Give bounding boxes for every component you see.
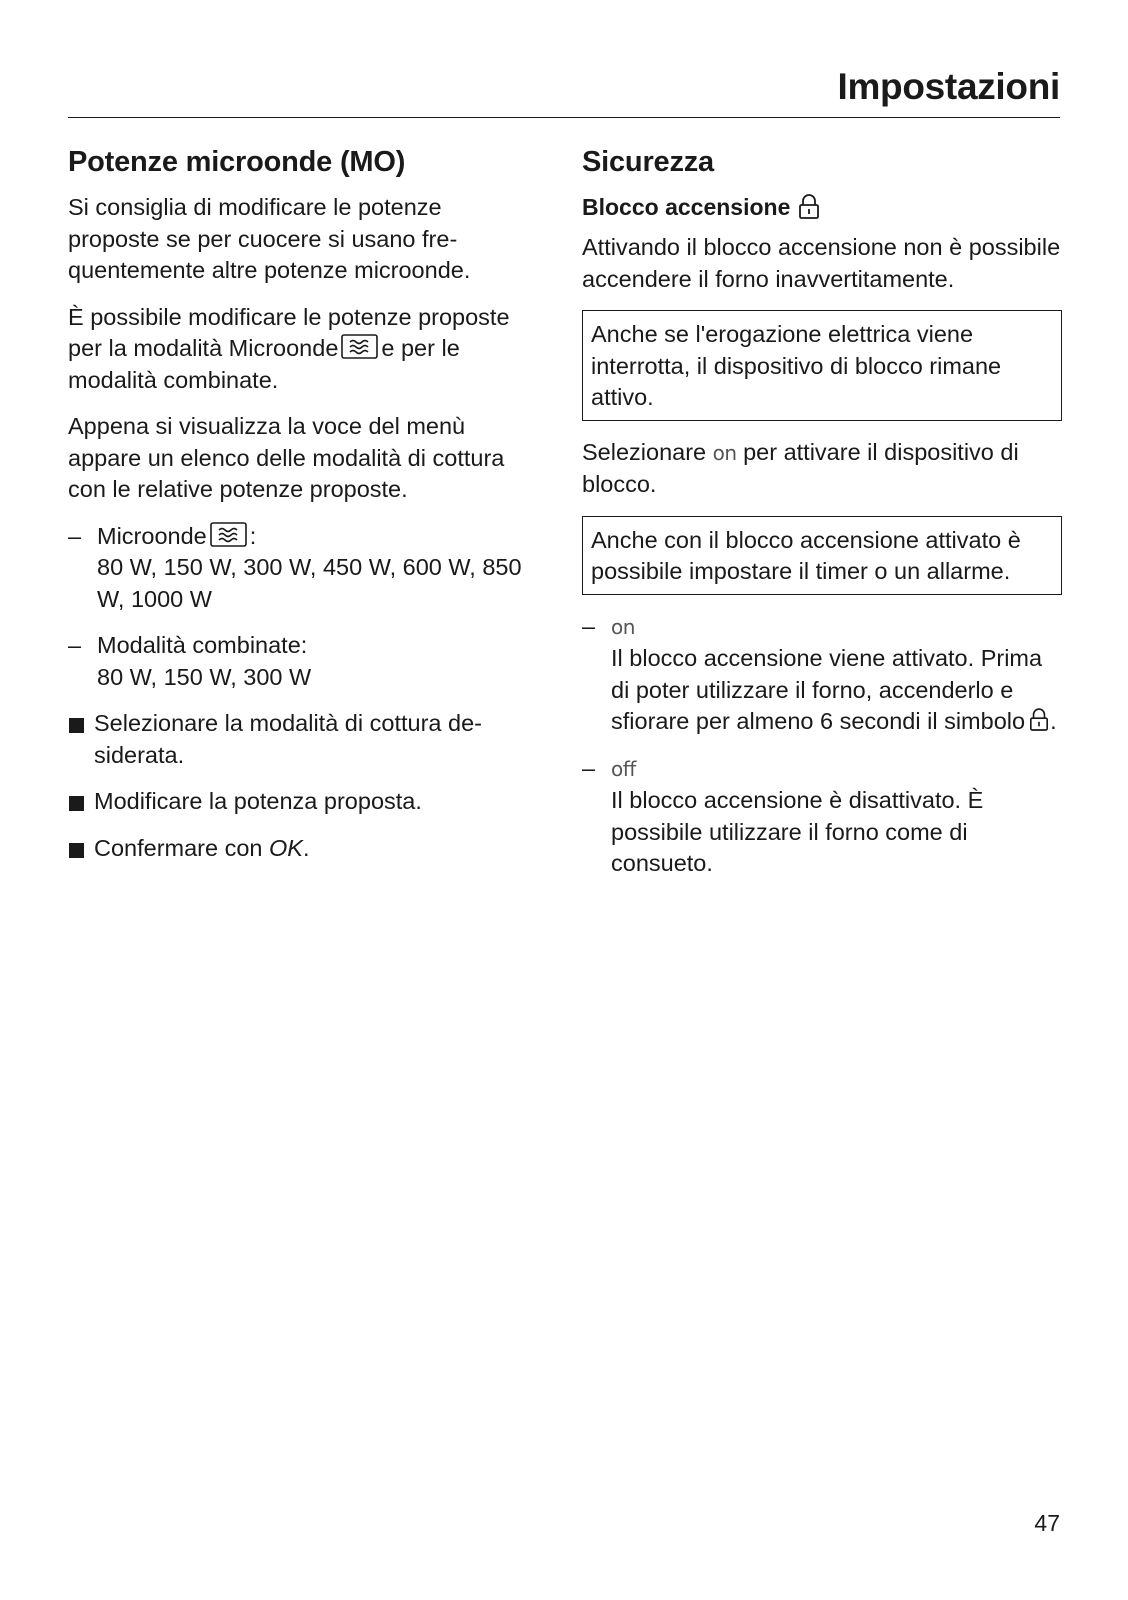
left-column (68, 144, 538, 879)
microwave-icon (341, 334, 378, 359)
option-item (582, 753, 1062, 880)
paragraph: Attivando il blocco accensione non è possibile accendere il forno inavvertitamente. (582, 234, 1061, 292)
mode-label: Microonde (97, 522, 207, 549)
instruction-step: Modificare la potenza proposta. (68, 786, 538, 818)
section-title: Impostazioni (837, 66, 1060, 107)
right-column (582, 144, 1062, 895)
option-description: Il blocco accensione viene attivato. Prima di poter utilizzare il forno, accenderlo e sfiorare per almeno 6 secondi il simbolo (611, 645, 1043, 734)
dash: – (68, 522, 82, 549)
microwave-icon (210, 522, 247, 547)
instruction-step: Confermare con OK. (68, 833, 538, 865)
display-value-off: off (611, 756, 636, 781)
display-value-on: on (712, 440, 737, 465)
list-item (68, 630, 538, 693)
paragraph (68, 302, 538, 397)
safety-heading: Sicurezza (582, 146, 714, 178)
step-bullet-icon (68, 786, 94, 817)
power-values: 80 W, 150 W, 300 W (97, 663, 312, 690)
dash: – (582, 612, 596, 639)
lock-subheading: Blocco accensione (582, 192, 1062, 222)
paragraph-text: È possibile modificare le potenze proposte per la modalità Microonde (68, 303, 510, 361)
step-bullet-icon (68, 833, 94, 864)
display-value-on: on (611, 614, 635, 639)
paragraph: Selezionare on per attivare il dispositivo di blocco. (582, 438, 1019, 497)
mode-label: Modalità combinate: (97, 632, 308, 658)
option-item: – on Il blocco accensione viene attivato. Prima di poter utilizzare il forno, accenderlo e sfiorare per almeno 6 secondi il simbolo . (582, 611, 1062, 738)
page-number: 47 (1034, 1510, 1060, 1536)
note-box: Anche se l'erogazione elettrica viene interrotta, il dispositivo di blocco rimane attivo. (582, 310, 1062, 421)
paragraph-text: e per le modalità combinate. (68, 335, 460, 393)
paragraph: Appena si visualizza la voce del menù appare un elenco delle modalità di cottura con le relative potenze proposte. (68, 413, 505, 502)
lock-icon (798, 194, 820, 220)
microwave-power-heading: Potenze microonde (MO) (68, 146, 406, 178)
power-values: 80 W, 150 W, 300 W, 450 W, 600 W, 850 W, 1000 W (97, 554, 522, 612)
lock-icon (1029, 708, 1049, 732)
list-item: – Microonde : 80 W, 150 W, 300 W, 450 W, 600 W, 850 W, 1000 W (68, 521, 538, 616)
step-bullet-icon (68, 708, 94, 739)
ok-key: OK (269, 834, 303, 861)
note-box: Anche con il blocco accensione attivato è possibile impostare il timer o un allarme. (582, 516, 1062, 595)
dash: – (68, 632, 82, 658)
page-header (68, 62, 1060, 118)
dash: – (582, 754, 596, 781)
paragraph: Si consiglia di modificare le potenze proposte se per cuocere si usano frequentemente altre potenze microonde. (68, 194, 471, 283)
instruction-step: Selezionare la modalità di cottura desiderata. (68, 708, 538, 771)
option-description: Il blocco accensione è disattivato. È possibile utilizzare il forno come di consueto. (611, 787, 984, 876)
